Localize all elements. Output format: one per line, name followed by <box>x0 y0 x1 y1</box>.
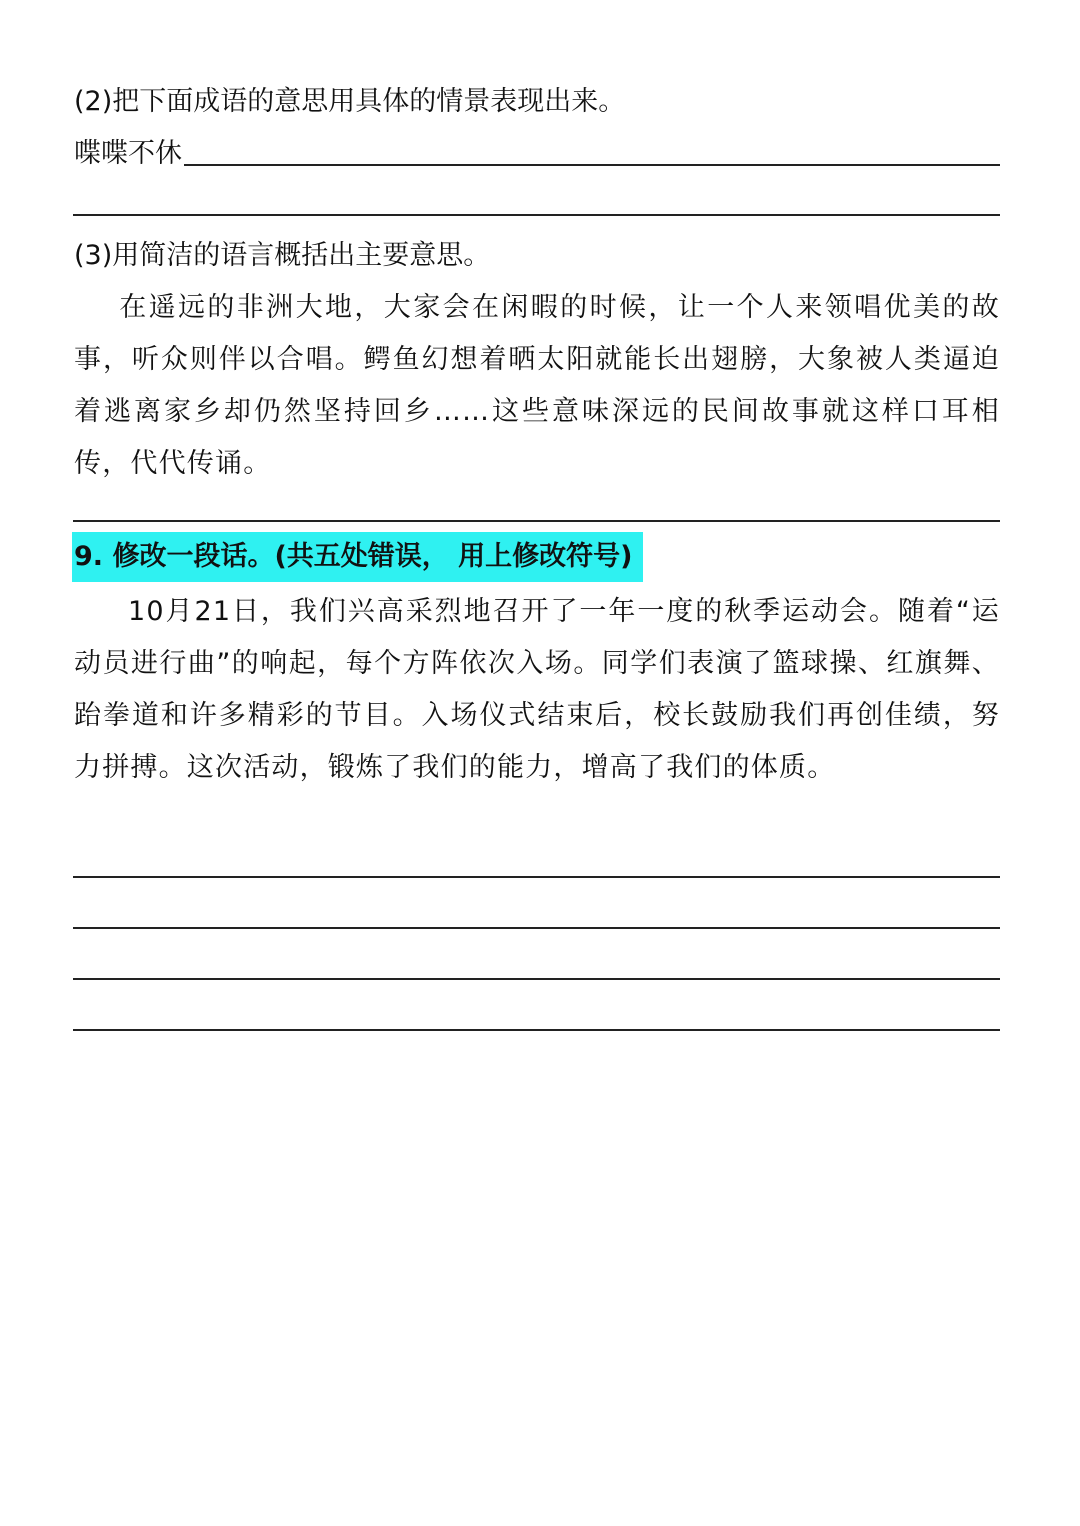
q9-answer-line-1[interactable] <box>73 876 1000 878</box>
q9-heading: 9. 修改一段话。(共五处错误， 用上修改符号) <box>72 532 643 582</box>
q3-answer-line[interactable] <box>73 520 1000 522</box>
q3-instruction: (3)用简洁的语言概括出主要意思。 <box>74 240 491 271</box>
q9-answer-line-3[interactable] <box>73 978 1000 980</box>
q9-answer-line-4[interactable] <box>73 1029 1000 1031</box>
q2-idiom-label: 喋喋不休 <box>74 138 182 169</box>
q2-answer-row <box>74 128 1000 180</box>
q3-passage: 在遥远的非洲大地，大家会在闲暇的时候，让一个人来领唱优美的故事，听众则伴以合唱。鳄鱼幻想着晒太阳就能长出翅膀，大象被人类逼迫着逃离家乡却仍然坚持回乡……这些意味深远的民间故事就这样口耳相传，代代传诵。 <box>74 292 1000 479</box>
q2-answer-blank-1[interactable] <box>184 164 1000 166</box>
q3-passage-block <box>74 282 1000 490</box>
q9-passage: 10月21日，我们兴高采烈地召开了一年一度的秋季运动会。随着“运动员进行曲”的响起，每个方阵依次入场。同学们表演了篮球操、红旗舞、跆拳道和许多精彩的节目。入场仪式结束后，校长鼓励我们再创佳绩，努力拼搏。这次活动，锻炼了我们的能力，增高了我们的体质。 <box>74 596 1000 783</box>
q2-answer-line-2[interactable] <box>73 214 1000 216</box>
q9-passage-block <box>74 586 1000 794</box>
q2-instruction: (2)把下面成语的意思用具体的情景表现出来。 <box>74 86 626 117</box>
q9-heading-wrap <box>72 532 643 582</box>
q9-answer-line-2[interactable] <box>73 927 1000 929</box>
